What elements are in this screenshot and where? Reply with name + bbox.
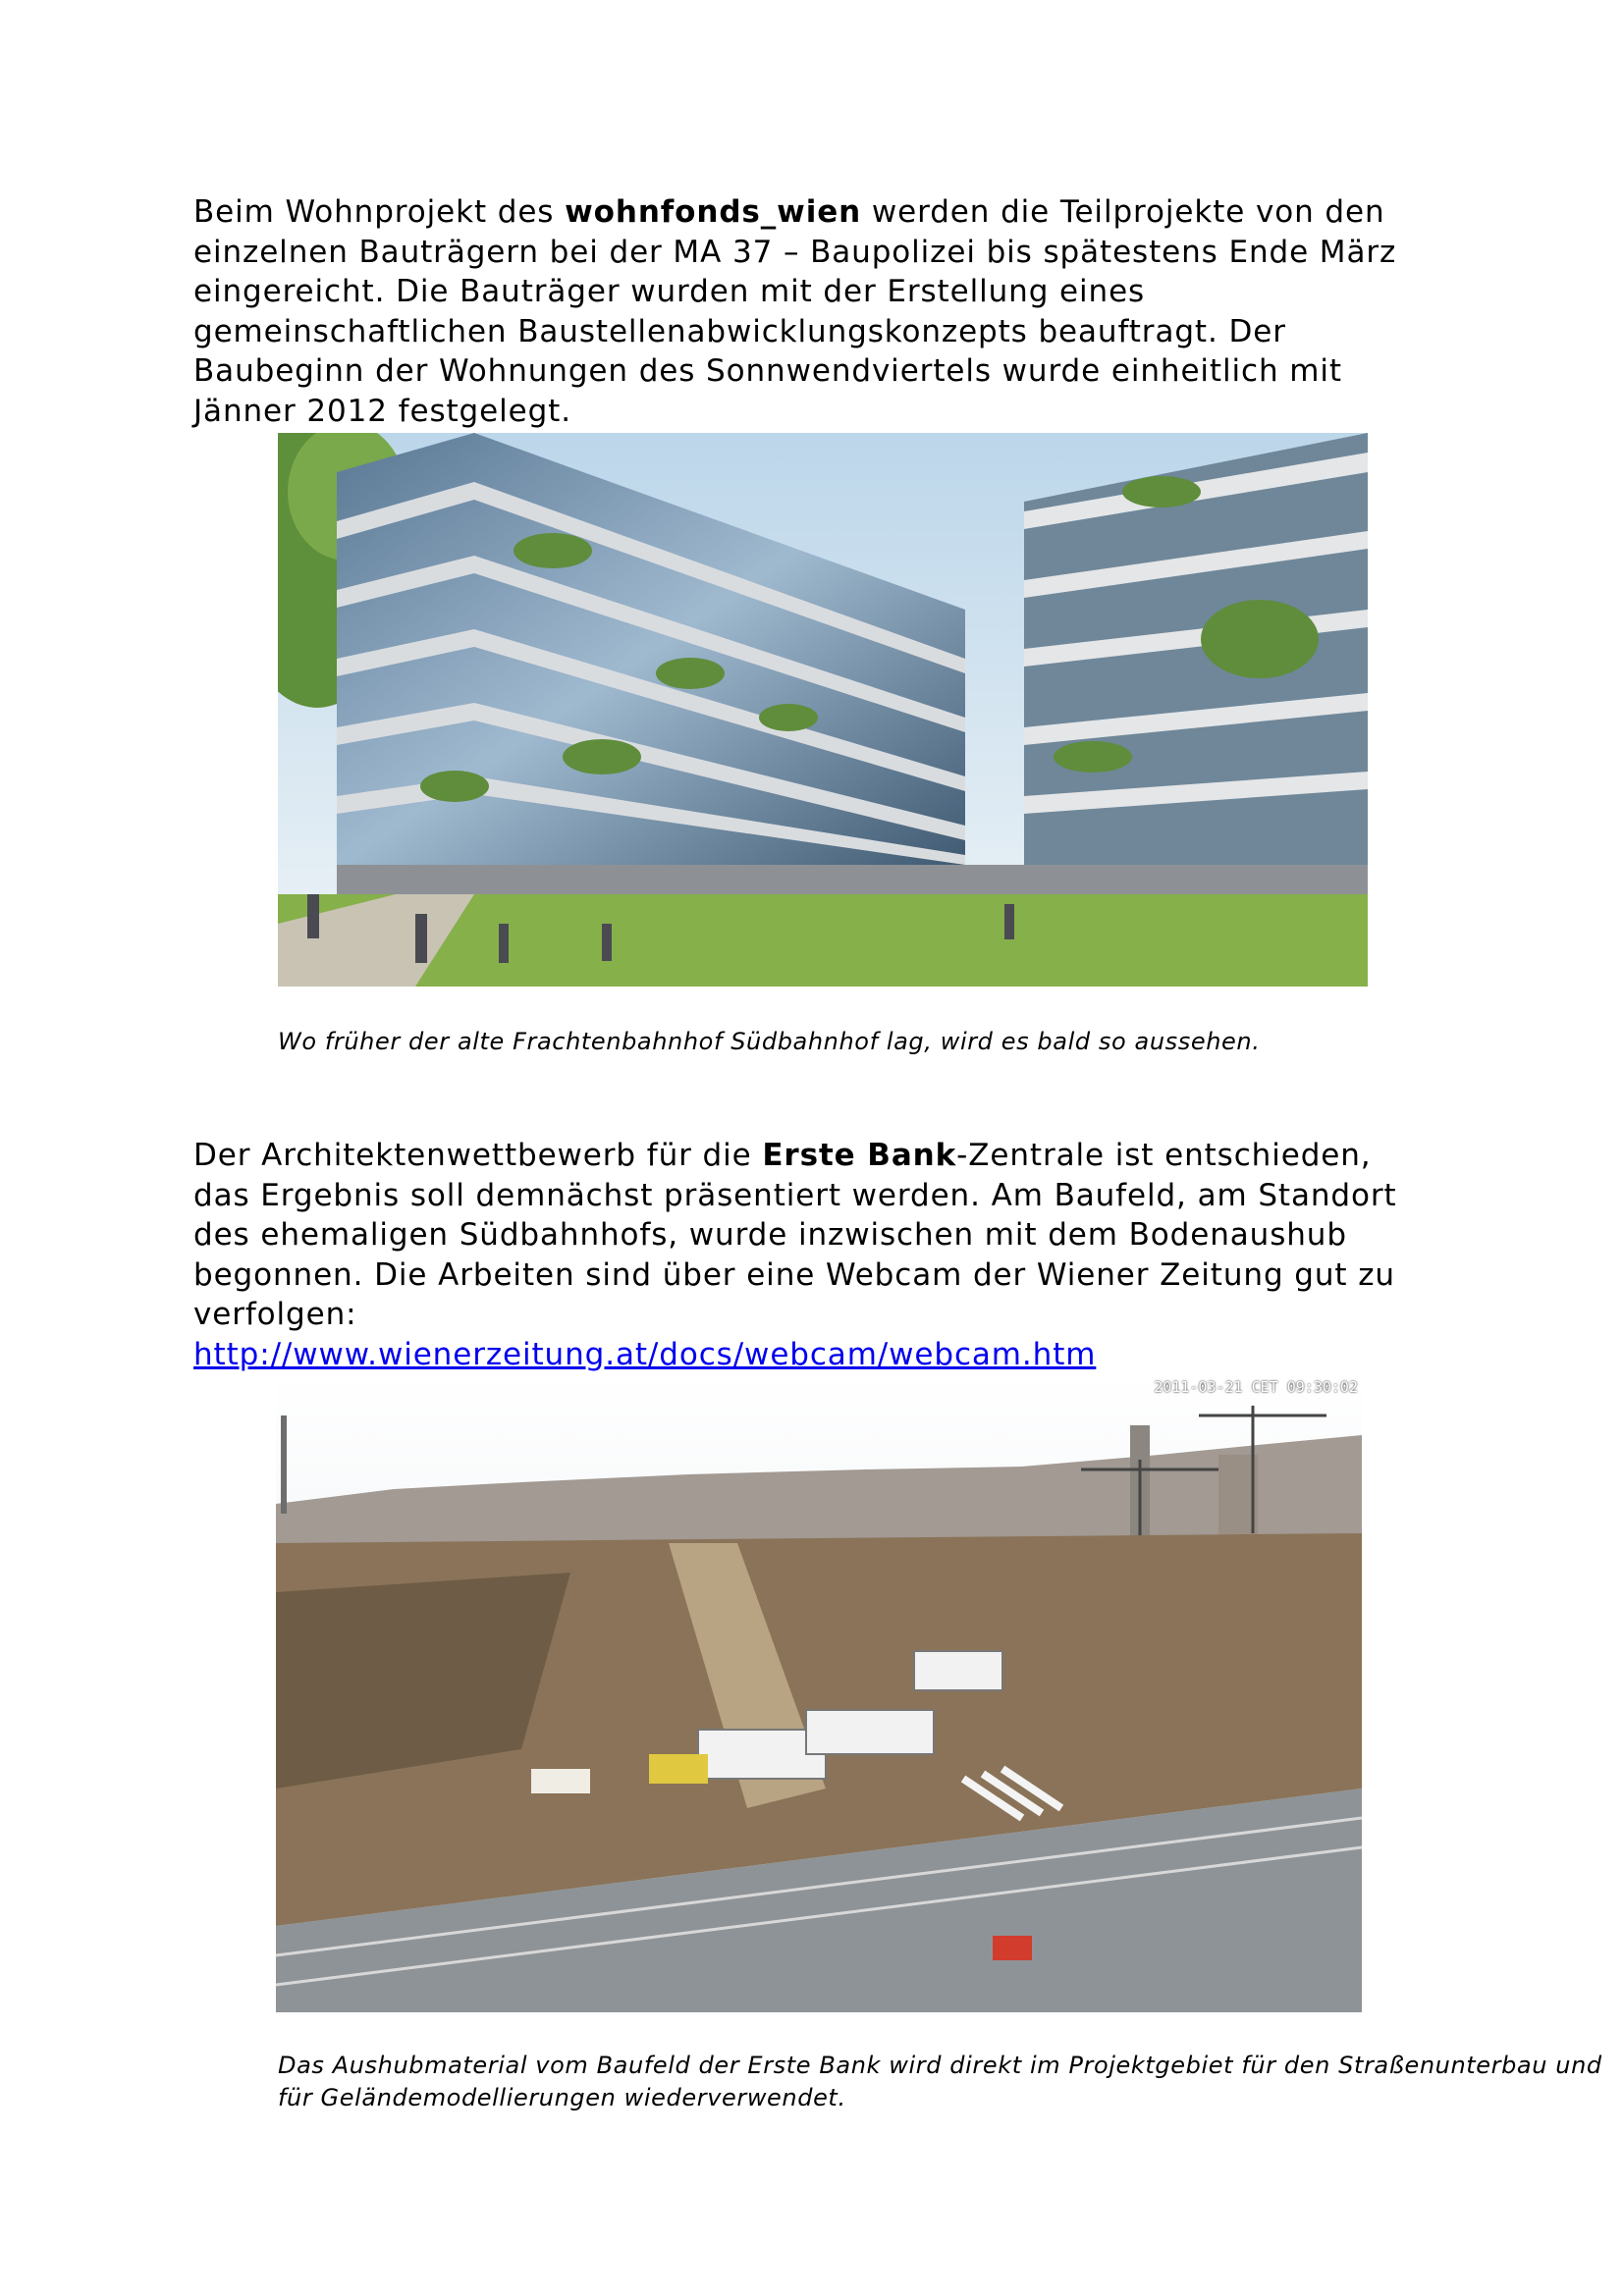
paragraph-erste-bank bbox=[193, 1136, 1431, 1374]
caption-webcam: Das Aushubmaterial vom Baufeld der Erste Bank wird direkt im Projektgebiet für den Straßenunterbau und für Geländemodellierungen wiederverwendet. bbox=[278, 2052, 1602, 2111]
paragraph-text: -Zentrale ist entschieden, das Ergebnis soll demnächst präsentiert werden. Am Baufeld, am Standort des ehemaligen Südbahnhofs, wurde inzwischen mit dem Bodenaushub begonnen. Die Arbeiten sind über eine Webcam der Wiener Zeitung gut zu verfolgen: bbox=[193, 1138, 1397, 1332]
bold-erste-bank: Erste Bank bbox=[762, 1138, 957, 1173]
bold-wohnfonds: wohnfonds_wien bbox=[565, 194, 862, 230]
webcam-link[interactable]: http://www.wienerzeitung.at/docs/webcam/webcam.htm bbox=[193, 1336, 1097, 1372]
paragraph-wohnprojekt bbox=[193, 192, 1431, 431]
webcam-photo-construction-site bbox=[276, 1376, 1362, 2012]
caption-rendering: Wo früher der alte Frachtenbahnhof Südbahnhof lag, wird es bald so aussehen. bbox=[278, 1028, 1261, 1055]
paragraph-text: Beim Wohnprojekt des bbox=[193, 194, 566, 230]
webcam-timestamp: 2011-03-21 CET 09:30:02 bbox=[1154, 1378, 1358, 1396]
paragraph-text: werden die Teilprojekte von den einzelnen Bauträgern bei der MA 37 – Baupolizei bis spätestens Ende März eingereicht. Die Bauträger wurden mit der Erstellung eines gemeinschaftlichen Baustellenabwicklungskonzepts beauftragt. Der Baubeginn der Wohnungen des Sonnwendviertels wurde einheitlich mit Jänner 2012 festgelegt. bbox=[193, 194, 1397, 429]
paragraph-text: Der Architektenwettbewerb für die bbox=[193, 1138, 763, 1173]
rendering-photo-residential bbox=[278, 433, 1368, 987]
